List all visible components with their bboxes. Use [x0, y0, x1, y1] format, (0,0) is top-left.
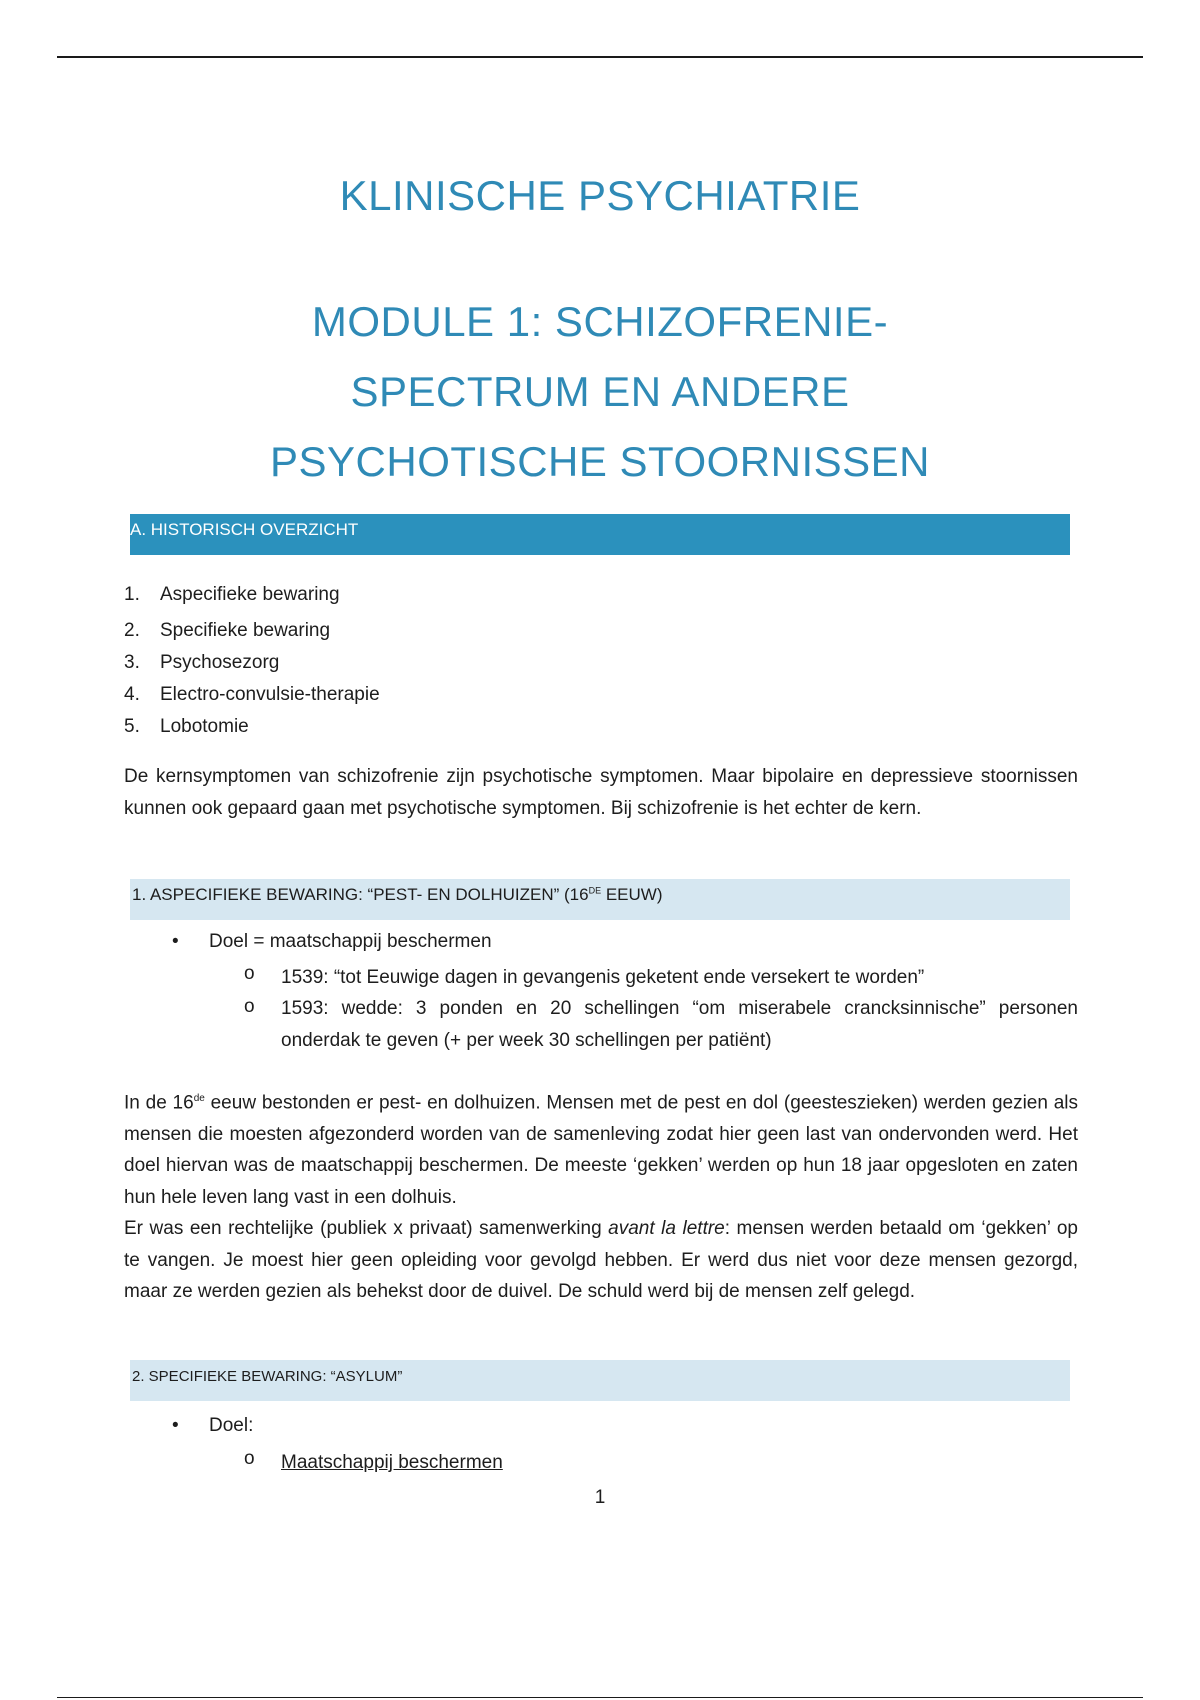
list-number: 1. — [124, 584, 140, 605]
section-1-paragraph — [124, 1083, 1078, 1308]
list-text: Electro-convulsie-therapie — [160, 684, 380, 705]
paragraph-text: eeuw bestonden er pest- en dolhuizen. Mensen met de pest en dol (geesteszieken) werden gezien als mensen die moesten afgezonderd worden van de samenleving zodat hier geen last van ondervonden werd. Het doel hiervan was de maatschappij beschermen. De meeste ‘gekken’ werden op hun 18 jaar opgesloten en zaten hun hele leven lang vast in een dolhuis. — [124, 1092, 1079, 1208]
list-text: Specifieke bewaring — [160, 620, 331, 641]
list-item — [124, 716, 380, 748]
bullet-text: Doel = maatschappij beschermen — [209, 931, 492, 952]
sub-bullet-marker: o — [244, 1448, 255, 1469]
bullet-text: Doel: — [209, 1415, 254, 1436]
list-number: 4. — [124, 684, 140, 705]
sub-bullet-marker: o — [244, 996, 255, 1017]
list-text: Lobotomie — [160, 716, 249, 737]
paragraph-text: : mensen werden betaald om ‘gekken’ op te vangen. Je moest hier geen opleiding voor gevolgd hebben. Er werd dus niet voor deze mensen gezorgd, maar ze werden gezien als behekst door de duivel. De schuld werd bij de mensen zelf gelegd. — [124, 1218, 1078, 1303]
list-text: Aspecifieke bewaring — [160, 584, 340, 605]
list-number: 5. — [124, 716, 140, 737]
bullet-dot: • — [172, 1415, 179, 1436]
paragraph-italic: avant la lettre — [608, 1218, 725, 1240]
sub-item-maatschappij: Maatschappij beschermen — [281, 1452, 503, 1473]
sub-item-1539: 1539: “tot Eeuwige dagen in gevangenis geketent ende versekert te worden” — [281, 967, 925, 988]
document-title: KLINISCHE PSYCHIATRIE — [339, 172, 861, 219]
section-a-heading: A. HISTORISCH OVERZICHT — [130, 514, 1070, 555]
module-title-line-1: MODULE 1: SCHIZOFRENIE- — [311, 298, 889, 345]
intro-paragraph: De kernsymptomen van schizofrenie zijn psychotische symptomen. Maar bipolaire en depressieve stoornissen kunnen ook gepaard gaan met psychotische symptomen. Bij schizofrenie is het echter de kern. — [124, 766, 1078, 819]
section-1-heading-sup: DE — [588, 885, 602, 896]
sub-bullet-marker: o — [244, 963, 255, 984]
paragraph-text: In de 16 — [124, 1092, 194, 1114]
list-text: Psychosezorg — [160, 652, 280, 673]
sub-item-1593: 1593: wedde: 3 ponden en 20 schellingen “om miserabele crancksinnische” personen onderdak te geven (+ per week 30 schellingen per patiënt) — [281, 998, 1078, 1051]
list-item — [124, 584, 380, 616]
paragraph-text: Er was een rechtelijke (publiek x privaat) samenwerking — [124, 1218, 609, 1240]
list-item — [124, 652, 380, 684]
list-number: 3. — [124, 652, 140, 673]
section-1-heading-text: 1. ASPECIFIEKE BEWARING: “PEST- EN DOLHUIZEN” (16 — [132, 885, 589, 904]
history-numbered-list — [124, 584, 380, 748]
bullet-dot: • — [172, 931, 179, 952]
bottom-rule — [57, 1697, 1143, 1698]
page-number: 1 — [594, 1487, 606, 1508]
list-number: 2. — [124, 620, 140, 641]
top-rule — [57, 56, 1143, 58]
section-2-heading: 2. SPECIFIEKE BEWARING: “ASYLUM” — [130, 1360, 1070, 1401]
paragraph-sup: de — [193, 1093, 205, 1104]
section-1-heading-end: EEUW) — [601, 885, 663, 904]
module-title-line-2: SPECTRUM EN ANDERE — [350, 368, 850, 415]
list-item — [124, 684, 380, 716]
section-1-heading — [130, 879, 1070, 920]
module-title-line-3: PSYCHOTISCHE STOORNISSEN — [269, 438, 930, 485]
list-item — [124, 620, 380, 652]
